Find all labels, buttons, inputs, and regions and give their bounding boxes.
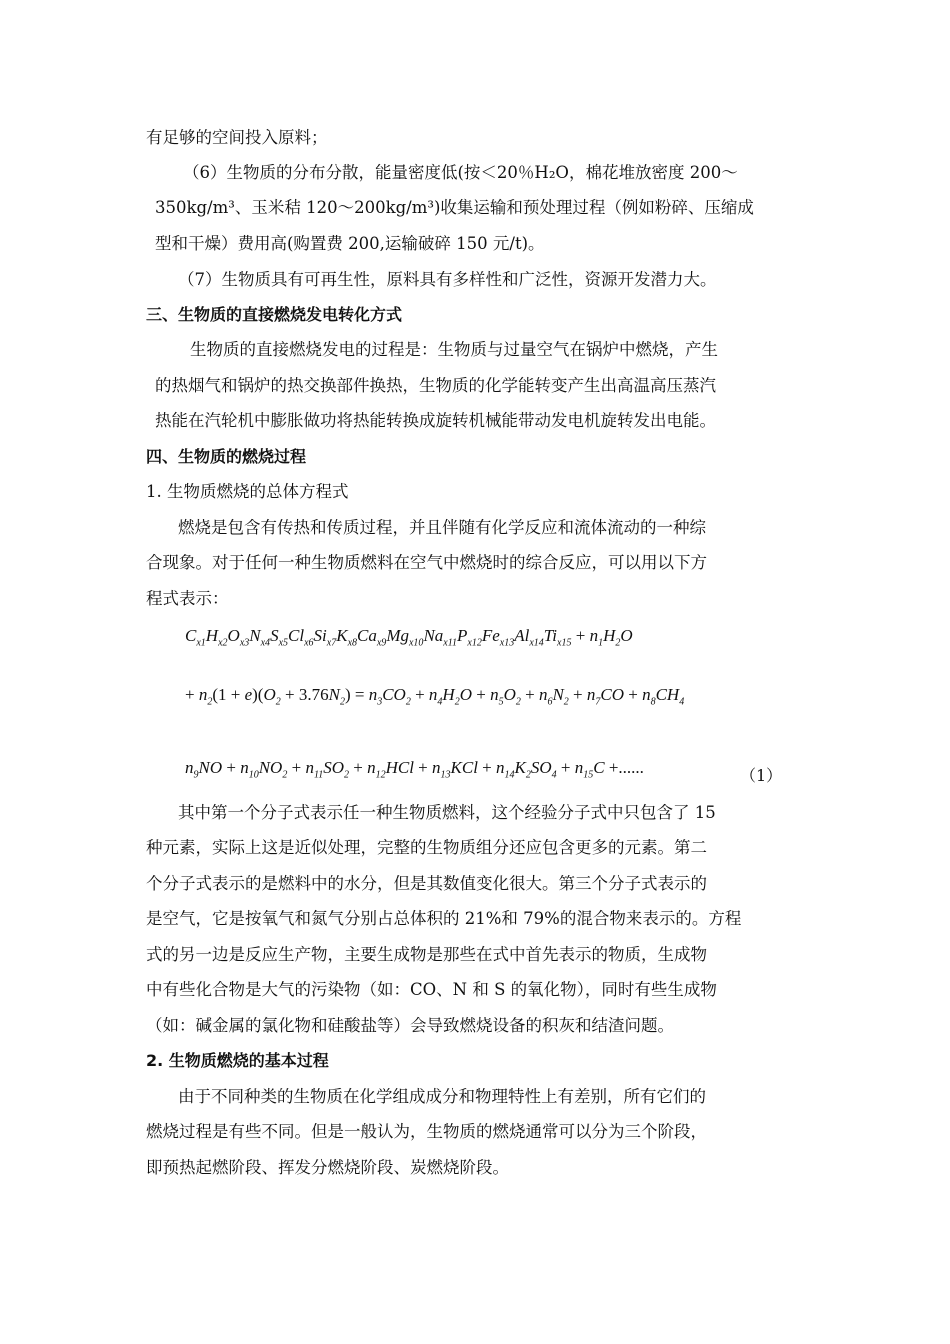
text-line: 的热烟气和锅炉的热交换部件换热，生物质的化学能转变产生出高温高压蒸汽 [155, 376, 716, 395]
text-line: 热能在汽轮机中膨胀做功将热能转换成旋转机械能带动发电机旋转发出电能。 [155, 411, 716, 430]
section-heading: 四、生物质的燃烧过程 [146, 447, 307, 466]
equation-line: $C_{x1}H_{x2}O_{x3}N_{x4}S_{x5}Cl_{x6}Si_{x7}K_{x8}Ca_{x9}Mg_{x10}Na_{x11}P_{x12}Fe_{x13}Al_{x14}Ti_{x15} + n_1H_2O$ [185, 626, 633, 649]
text-line: 式的另一边是反应生产物，主要生成物是那些在式中首先表示的物质，生成物 [146, 945, 707, 964]
text-line: 程式表示： [146, 589, 229, 608]
text-line: 有足够的空间投入原料； [146, 128, 328, 147]
text-line: 种元素，实际上这是近似处理，完整的生物质组分还应包含更多的元素。第二 [146, 838, 707, 857]
subsection-heading: 1. 生物质燃烧的总体方程式 [146, 482, 349, 501]
section-heading: 三、生物质的直接燃烧发电转化方式 [146, 305, 403, 324]
text-line: 合现象。对于任何一种生物质燃料在空气中燃烧时的综合反应，可以用以下方 [146, 553, 707, 572]
text-line: （如：碱金属的氯化物和硅酸盐等）会导致燃烧设备的积灰和结渣问题。 [146, 1016, 674, 1035]
text-line: 型和干燥）费用高(购置费 200,运输破碎 150 元/t)。 [155, 234, 545, 253]
text-line: 中有些化合物是大气的污染物（如：CO、N 和 S 的氧化物），同时有些生成物 [146, 980, 717, 999]
equation-line: $n_9NO + n_{10}NO_2 + n_{11}SO_2 + n_{12}HCl + n_{13}KCl + n_{14}K_2SO_4 + n_{15}C$ +...... [185, 758, 644, 781]
equation-number: （1） [740, 766, 783, 785]
text-line: 350kg/m³、玉米秸 120～200kg/m³)收集运输和预处理过程（例如粉碎、压缩成 [155, 198, 754, 217]
text-line: 是空气，它是按氧气和氮气分别占总体积的 21%和 79%的混合物来表示的。方程 [146, 909, 742, 928]
text-line: 燃烧过程是有些不同。但是一般认为，生物质的燃烧通常可以分为三个阶段， [146, 1122, 707, 1141]
text-line: 生物质的直接燃烧发电的过程是：生物质与过量空气在锅炉中燃烧，产生 [190, 340, 718, 359]
text-line: 即预热起燃阶段、挥发分燃烧阶段、炭燃烧阶段。 [146, 1158, 509, 1177]
text-line: 其中第一个分子式表示任一种生物质燃料，这个经验分子式中只包含了 15 [178, 803, 716, 822]
text-line: 燃烧是包含有传热和传质过程，并且伴随有化学反应和流体流动的一种综 [178, 518, 706, 537]
section-heading: 2. 生物质燃烧的基本过程 [146, 1051, 329, 1070]
equation-line: + $n_2(1 + e)(O_2 + 3.76N_2) = n_3CO_2 + n_4H_2O + n_5O_2 + n_6N_2 + n_7CO + n_8CH_4$ [185, 685, 685, 708]
text-line: 由于不同种类的生物质在化学组成成分和物理特性上有差别，所有它们的 [178, 1087, 706, 1106]
text-line: （6）生物质的分布分散，能量密度低(按＜20％H₂O，棉花堆放密度 200～ [183, 163, 738, 182]
text-line: （7）生物质具有可再生性，原料具有多样性和广泛性，资源开发潜力大。 [178, 270, 717, 289]
text-line: 个分子式表示的是燃料中的水分，但是其数值变化很大。第三个分子式表示的 [146, 874, 707, 893]
